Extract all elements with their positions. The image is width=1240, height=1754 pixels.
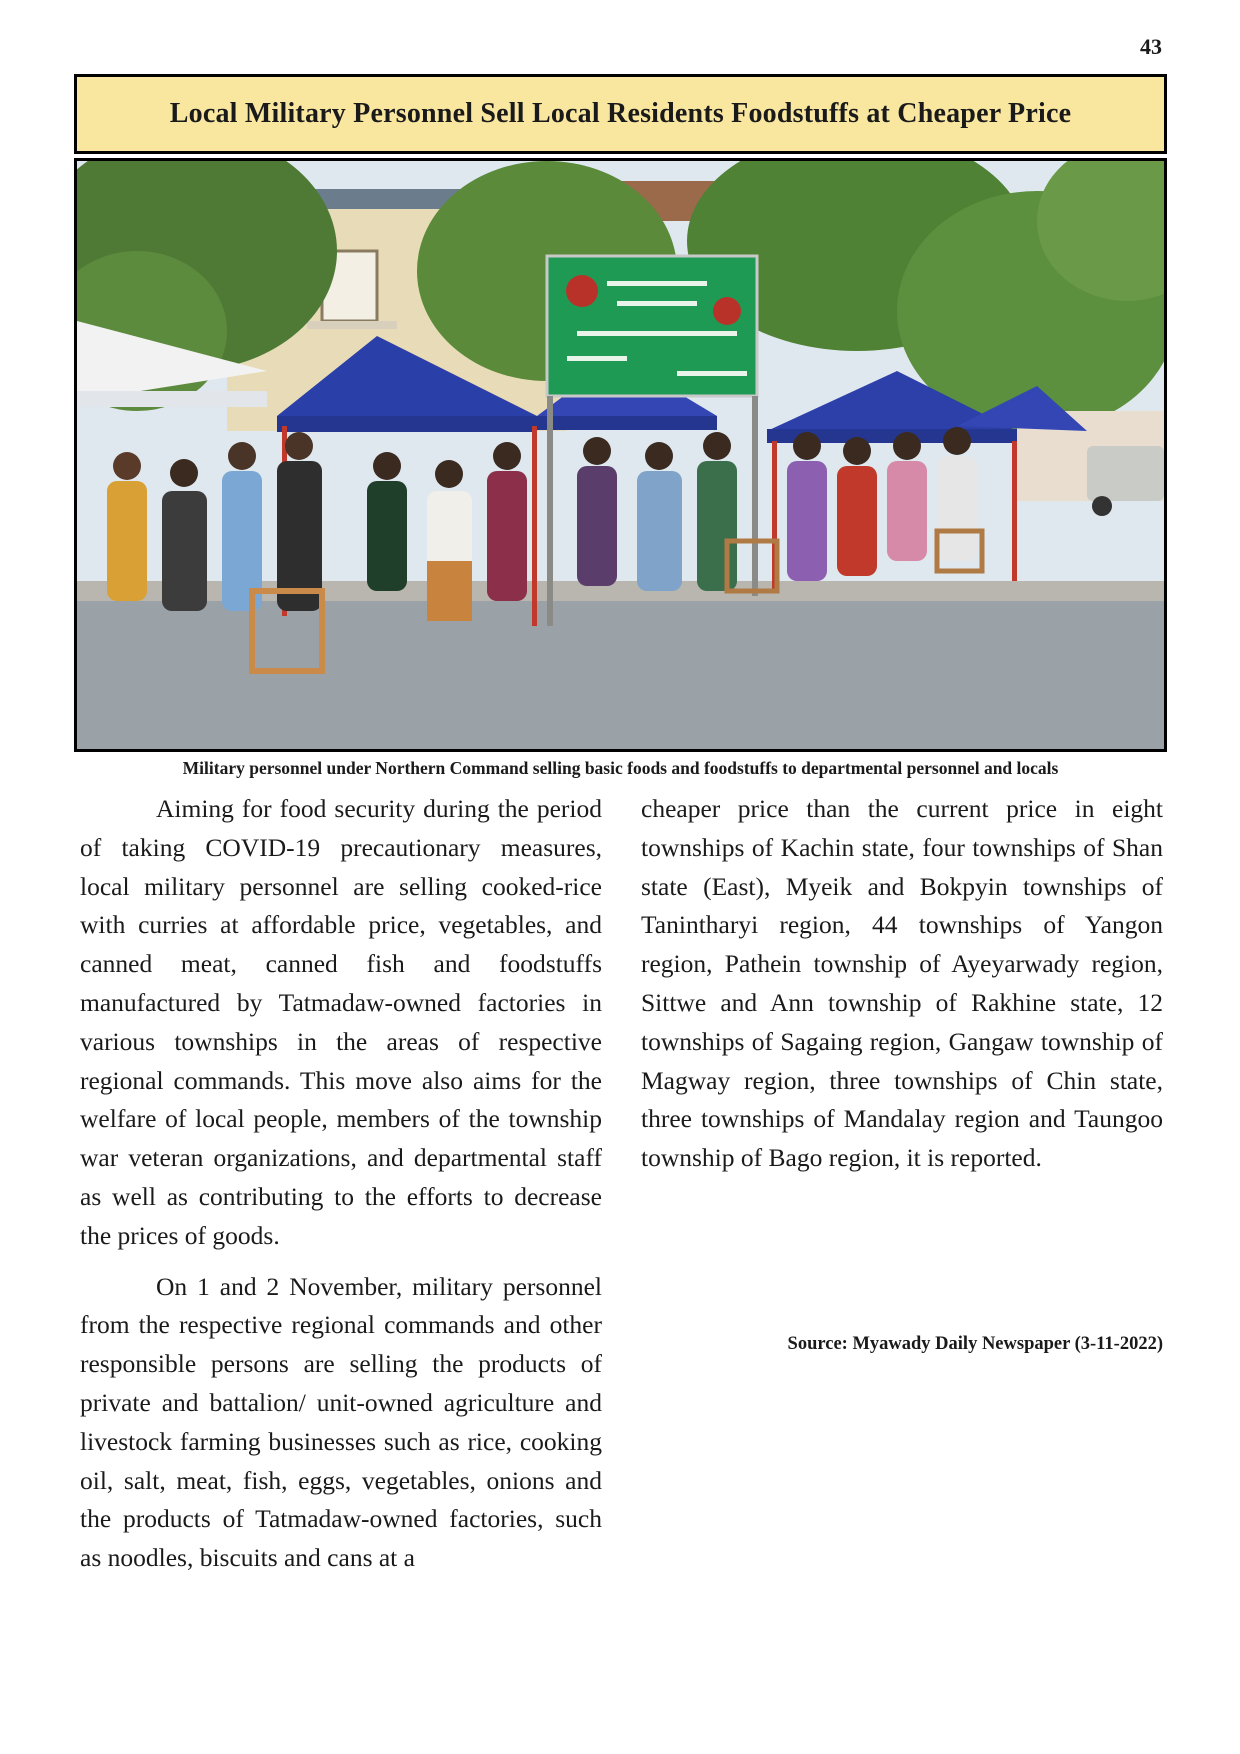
article-paragraph: Aiming for food security during the period of taking COVID-19 precautionary measures, local military personnel are selling cooked-rice with curries at affordable price, vegetables, and canned meat, canned fish and foodstuffs manufactured by Tatmadaw-owned factories in various townships in the areas of respective regional commands. This move also aims for the welfare of local people, members of the township war veteran organizations, and departmental staff as well as contributing to the efforts to decrease the prices of goods.: [80, 794, 602, 1250]
article-photo: [74, 158, 1167, 752]
article-column-right: [641, 790, 1163, 1178]
article-paragraph: On 1 and 2 November, military personnel from the respective regional commands and other responsible persons are selling the products of private and battalion/ unit-owned agriculture and livestock farming businesses such as rice, cooking oil, salt, meat, fish, eggs, vegetables, onions and the products of Tatmadaw-owned factories, such as noodles, biscuits and cans at a: [80, 1271, 602, 1573]
article-headline: Local Military Personnel Sell Local Residents Foodstuffs at Cheaper Price: [169, 98, 1072, 129]
photo-caption: Military personnel under Northern Command selling basic foods and foodstuffs to departmental personnel and locals: [182, 758, 1059, 778]
article-column-left: [80, 790, 602, 1578]
page-number: 43: [1140, 34, 1162, 59]
headline-box: [74, 74, 1167, 154]
photo-illustration: [77, 161, 1164, 749]
article-source: Source: Myawady Daily Newspaper (3-11-2022): [787, 1334, 1163, 1354]
article-paragraph: cheaper price than the current price in eight townships of Kachin state, four townships of Shan state (East), Myeik and Bokpyin townships of Tanintharyi region, 44 townships of Yangon region, Pathein township of Ayeyarwady region, Sittwe and Ann township of Rakhine state, 12 townships of Sagaing region, Gangaw township of Magway region, three townships of Chin state, three townships of Mandalay region and Taungoo township of Bago region, it is reported.: [641, 794, 1163, 1173]
